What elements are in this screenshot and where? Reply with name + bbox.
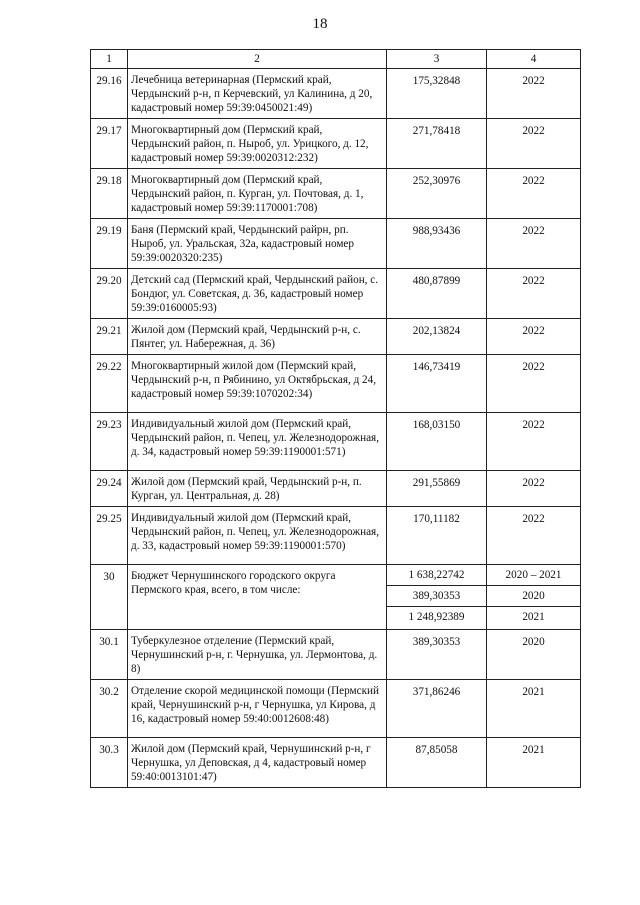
row-value: 168,03150	[387, 413, 487, 471]
row-description: Многоквартирный жилой дом (Пермский край, Чердынский р-н, п Рябинино, ул Октябрьская, д 24, кадастровый номер 59:39:1070202:34)	[128, 355, 387, 413]
row-value: 389,30353	[387, 630, 487, 680]
table-row	[91, 680, 581, 738]
row-number: 29.17	[91, 119, 128, 169]
row-value: 87,85058	[387, 738, 487, 788]
row-value: 988,93436	[387, 219, 487, 269]
row-description: Многоквартирный дом (Пермский край, Чердынский район, п. Ныроб, ул. Урицкого, д. 12, кадастровый номер 59:39:0020312:232)	[128, 119, 387, 169]
row-number: 29.16	[91, 69, 128, 119]
row-number: 29.20	[91, 269, 128, 319]
table-row	[91, 471, 581, 507]
row-number: 29.22	[91, 355, 128, 413]
row-number: 29.24	[91, 471, 128, 507]
header-col-1: 1	[91, 50, 128, 69]
row-year: 2022	[487, 169, 581, 219]
table-row	[91, 355, 581, 413]
row-year: 2022	[487, 319, 581, 355]
row-value: 170,11182	[387, 507, 487, 565]
row-year: 2022	[487, 269, 581, 319]
table-row	[91, 319, 581, 355]
row-year: 2020	[487, 630, 581, 680]
row-description: Детский сад (Пермский край, Чердынский район, с. Бондюг, ул. Советская, д. 36, кадастровый номер 59:39:0160005:93)	[128, 269, 387, 319]
row-description: Лечебница ветеринарная (Пермский край, Чердынский р-н, п Керчевский, ул Калинина, д 20, кадастровый номер 59:39:0450021:49)	[128, 69, 387, 119]
row-description: Многоквартирный дом (Пермский край, Чердынский район, п. Курган, ул. Почтовая, д. 1, кадастровый номер 59:39:1170001:708)	[128, 169, 387, 219]
row-year: 2022	[487, 219, 581, 269]
table-row	[91, 219, 581, 269]
row-value: 291,55869	[387, 471, 487, 507]
row-number: 30.1	[91, 630, 128, 680]
group-total-value: 1 638,22742	[387, 565, 487, 586]
row-year: 2022	[487, 355, 581, 413]
row-year: 2022	[487, 119, 581, 169]
row-description: Жилой дом (Пермский край, Чернушинский р-н, г Чернушка, ул Деповская, д 4, кадастровый номер 59:40:0013101:47)	[128, 738, 387, 788]
row-number: 30.3	[91, 738, 128, 788]
row-year: 2021	[487, 738, 581, 788]
budget-table	[90, 49, 581, 788]
row-number: 29.18	[91, 169, 128, 219]
row-description: Индивидуальный жилой дом (Пермский край, Чердынский район, п. Чепец, ул. Железнодорожная, д. 33, кадастровый номер 59:39:1190001:570)	[128, 507, 387, 565]
row-value: 175,32848	[387, 69, 487, 119]
row-value: 252,30976	[387, 169, 487, 219]
row-number: 29.19	[91, 219, 128, 269]
group-number: 30	[91, 565, 128, 630]
row-description: Туберкулезное отделение (Пермский край, Чернушинский р-н, г. Чернушка, ул. Лермонтова, д. 8)	[128, 630, 387, 680]
row-description: Отделение скорой медицинской помощи (Пермский край, Чернушинский р-н, г Чернушка, ул Кирова, д 16, кадастровый номер 59:40:0012608:48)	[128, 680, 387, 738]
table-row	[91, 630, 581, 680]
table-row	[91, 738, 581, 788]
group-subtotal-value: 389,30353	[387, 586, 487, 607]
row-description: Жилой дом (Пермский край, Чердынский р-н, с. Пянтег, ул. Набережная, д. 36)	[128, 319, 387, 355]
row-value: 202,13824	[387, 319, 487, 355]
header-col-4: 4	[487, 50, 581, 69]
table-row	[91, 69, 581, 119]
group-subtotal-value: 1 248,92389	[387, 607, 487, 630]
header-col-3: 3	[387, 50, 487, 69]
row-description: Индивидуальный жилой дом (Пермский край, Чердынский район, п. Чепец, ул. Железнодорожная, д. 34, кадастровый номер 59:39:1190001:571)	[128, 413, 387, 471]
row-value: 146,73419	[387, 355, 487, 413]
table-row	[91, 119, 581, 169]
row-year: 2022	[487, 507, 581, 565]
table-header-row	[91, 50, 581, 69]
group-subtotal-year: 2021	[487, 607, 581, 630]
row-description: Жилой дом (Пермский край, Чердынский р-н, п. Курган, ул. Центральная, д. 28)	[128, 471, 387, 507]
row-value: 480,87899	[387, 269, 487, 319]
row-value: 271,78418	[387, 119, 487, 169]
page-number: 18	[312, 16, 328, 32]
table-row	[91, 169, 581, 219]
group-subtotal-year: 2020	[487, 586, 581, 607]
row-number: 29.21	[91, 319, 128, 355]
row-number: 29.23	[91, 413, 128, 471]
row-number: 30.2	[91, 680, 128, 738]
row-description: Баня (Пермский край, Чердынский райрн, рп. Ныроб, ул. Уральская, 32а, кадастровый номер 59:39:0020320:235)	[128, 219, 387, 269]
table-row	[91, 413, 581, 471]
row-year: 2022	[487, 69, 581, 119]
row-year: 2022	[487, 413, 581, 471]
table-row	[91, 269, 581, 319]
row-year: 2022	[487, 471, 581, 507]
group-description: Бюджет Чернушинского городского округа Пермского края, всего, в том числе:	[128, 565, 387, 630]
table-row-group-total	[91, 565, 581, 586]
table-row	[91, 507, 581, 565]
row-year: 2021	[487, 680, 581, 738]
row-value: 371,86246	[387, 680, 487, 738]
row-number: 29.25	[91, 507, 128, 565]
group-total-period: 2020 – 2021	[487, 565, 581, 586]
header-col-2: 2	[128, 50, 387, 69]
